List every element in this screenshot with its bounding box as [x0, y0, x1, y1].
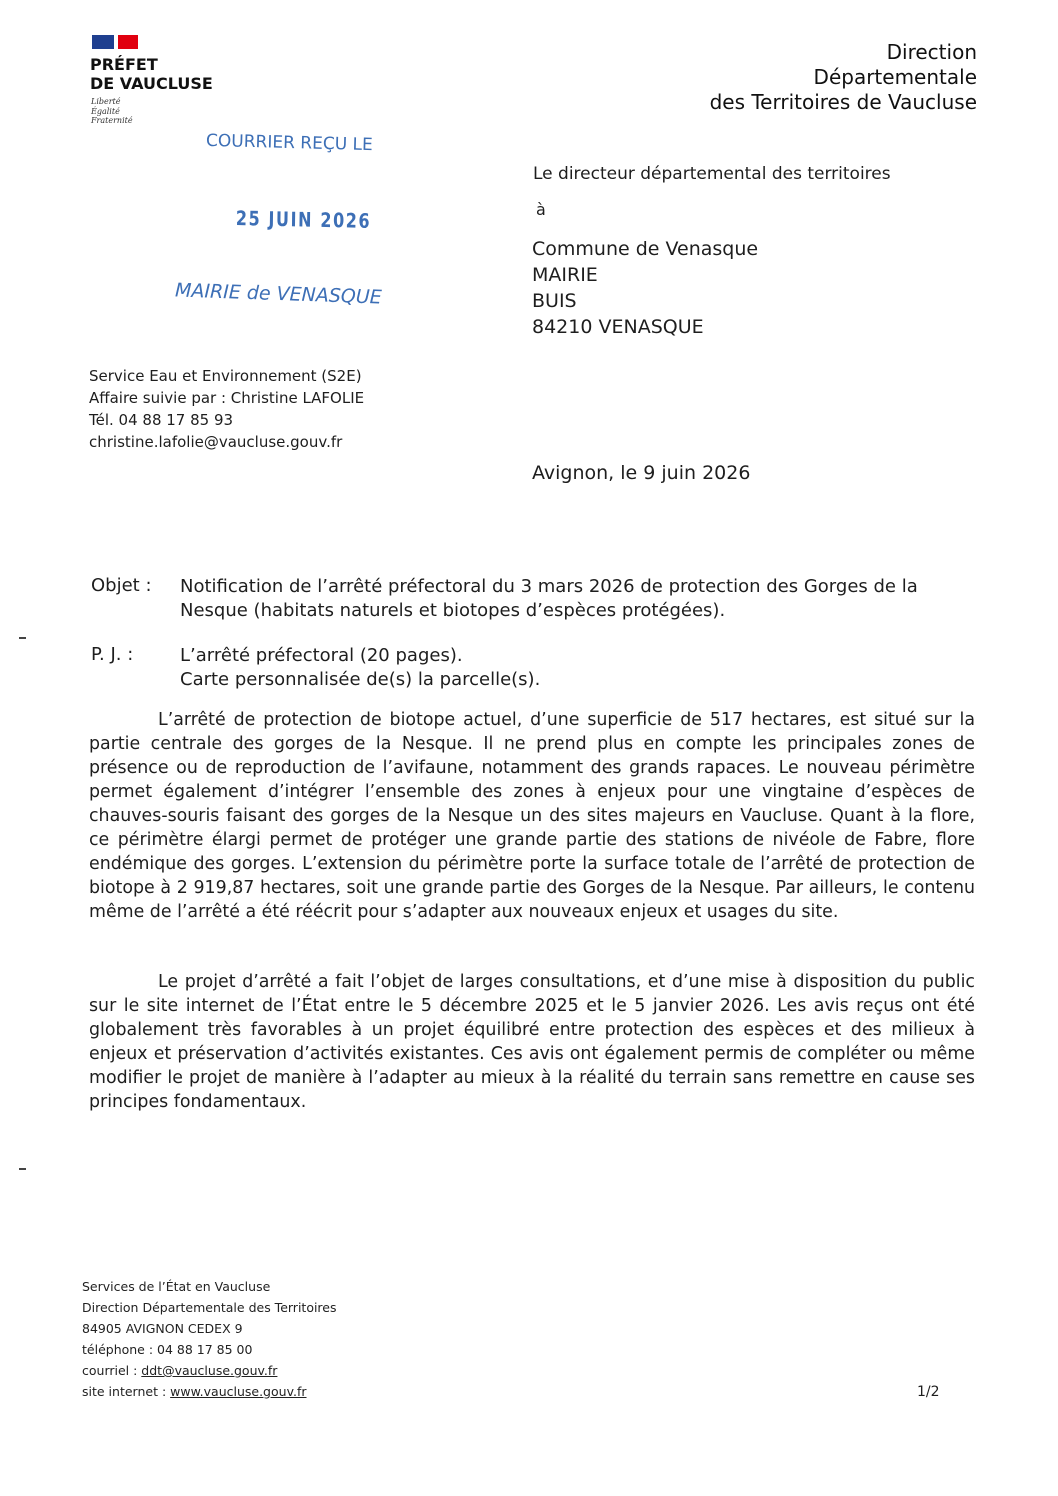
- received-stamp-label: COURRIER REÇU LE: [205, 130, 374, 156]
- footer-line: 84905 AVIGNON CEDEX 9: [82, 1321, 243, 1336]
- object-text: Notification de l’arrêté préfectoral du 3 mars 2026 de protection des Gorges de la Nesque (habitats naturels et biotopes d’espèces protégées).: [180, 576, 918, 621]
- fold-mark: [19, 637, 26, 639]
- body-paragraph-1: L’arrêté de protection de biotope actuel, d’une superficie de 517 hectares, est situé sur la partie centrale des gorges de la Nesque. Il ne prend plus en compte les principales zones de présence ou de reproduction de l’avifaune, notamment des grands rapaces. Le nouveau périmètre permet également d’intégrer l’ensemble des zones à enjeux pour une vingtaine d’espèces de chauves-souris faisant des gorges de la Nesque un des sites majeurs en Vaucluse. Quant à la flore, ce périmètre élargi permet de protéger une grande partie des stations de nivéole de Fabre, flore endémique des gorges. L’extension du périmètre porte la surface totale de l’arrêté de protection de biotope à 2 919,87 hectares, soit une grande partie des Gorges de la Nesque. Par ailleurs, le contenu même de l’arrêté a été réécrit pour s’adapter aux nouveaux enjeux et usages du site.: [89, 710, 975, 922]
- recipient-address: [532, 236, 758, 340]
- sender-title: Le directeur départemental des territoires: [533, 164, 891, 184]
- prefet-line-1: PRÉFET: [90, 55, 158, 74]
- letter-date: Avignon, le 9 juin 2026: [532, 462, 751, 484]
- footer-address: [82, 1276, 337, 1402]
- to-marker: à: [536, 200, 546, 219]
- issuer-line-3: des Territoires de Vaucluse: [709, 90, 977, 114]
- french-flag-logo: [92, 35, 138, 49]
- body-paragraph-2: Le projet d’arrêté a fait l’objet de larges consultations, et d’une mise à disposition du public sur le site internet de l’État entre le 5 décembre 2025 et le 5 janvier 2026. Les avis reçus ont été globalement très favorables à un projet équilibré entre protection des espèces et des milieux à enjeux et préservation d’activités existantes. Ces avis ont également permis de compléter ou même modifier le projet de manière à l’adapter au mieux à la réalité du terrain sans remettre en cause ses principes fondamentaux.: [89, 972, 975, 1112]
- motto-liberte: Liberté: [91, 97, 121, 106]
- footer-line: Services de l’État en Vaucluse: [82, 1279, 271, 1294]
- attachments-label: P. J. :: [91, 644, 134, 665]
- issuer-line-2: Départementale: [813, 65, 977, 89]
- service-contact-person: Affaire suivie par : Christine LAFOLIE: [89, 389, 365, 407]
- attachments-list: [180, 644, 540, 692]
- issuer-line-1: Direction: [886, 40, 977, 64]
- service-contact: [89, 365, 364, 453]
- footer-site-link[interactable]: www.vaucluse.gouv.fr: [170, 1384, 307, 1399]
- footer-line: Direction Départementale des Territoires: [82, 1300, 337, 1315]
- prefet-logo-text: [90, 55, 213, 93]
- motto-egalite: Égalité: [91, 106, 120, 116]
- republic-motto: [91, 97, 133, 126]
- footer-mail-label: courriel :: [82, 1363, 142, 1378]
- prefet-line-2: DE VAUCLUSE: [90, 74, 213, 93]
- recipient-line-1: Commune de Venasque: [532, 238, 759, 260]
- footer-phone: téléphone : 04 88 17 85 00: [82, 1342, 253, 1357]
- motto-fraternite: Fraternité: [91, 116, 133, 125]
- object-label: Objet :: [91, 575, 152, 596]
- footer-mail-row: [82, 1360, 337, 1381]
- received-stamp-mairie: MAIRIE de VENASQUE: [174, 279, 383, 309]
- service-email: christine.lafolie@vaucluse.gouv.fr: [89, 433, 343, 451]
- service-phone: Tél. 04 88 17 85 93: [89, 411, 234, 429]
- recipient-line-3: BUIS: [532, 290, 577, 312]
- issuer-heading: [710, 40, 977, 115]
- received-stamp-date: 25 JUIN 2026: [235, 206, 372, 233]
- attachment-item: Carte personnalisée de(s) la parcelle(s).: [180, 669, 541, 690]
- service-name: Service Eau et Environnement (S2E): [89, 367, 362, 385]
- footer-mail-link[interactable]: ddt@vaucluse.gouv.fr: [141, 1363, 278, 1378]
- footer-site-row: [82, 1381, 337, 1402]
- footer-site-label: site internet :: [82, 1384, 171, 1399]
- recipient-line-2: MAIRIE: [532, 264, 598, 286]
- page-number: 1/2: [917, 1384, 940, 1400]
- attachment-item: L’arrêté préfectoral (20 pages).: [180, 645, 463, 666]
- fold-mark: [19, 1168, 26, 1170]
- recipient-line-4: 84210 VENASQUE: [532, 316, 704, 338]
